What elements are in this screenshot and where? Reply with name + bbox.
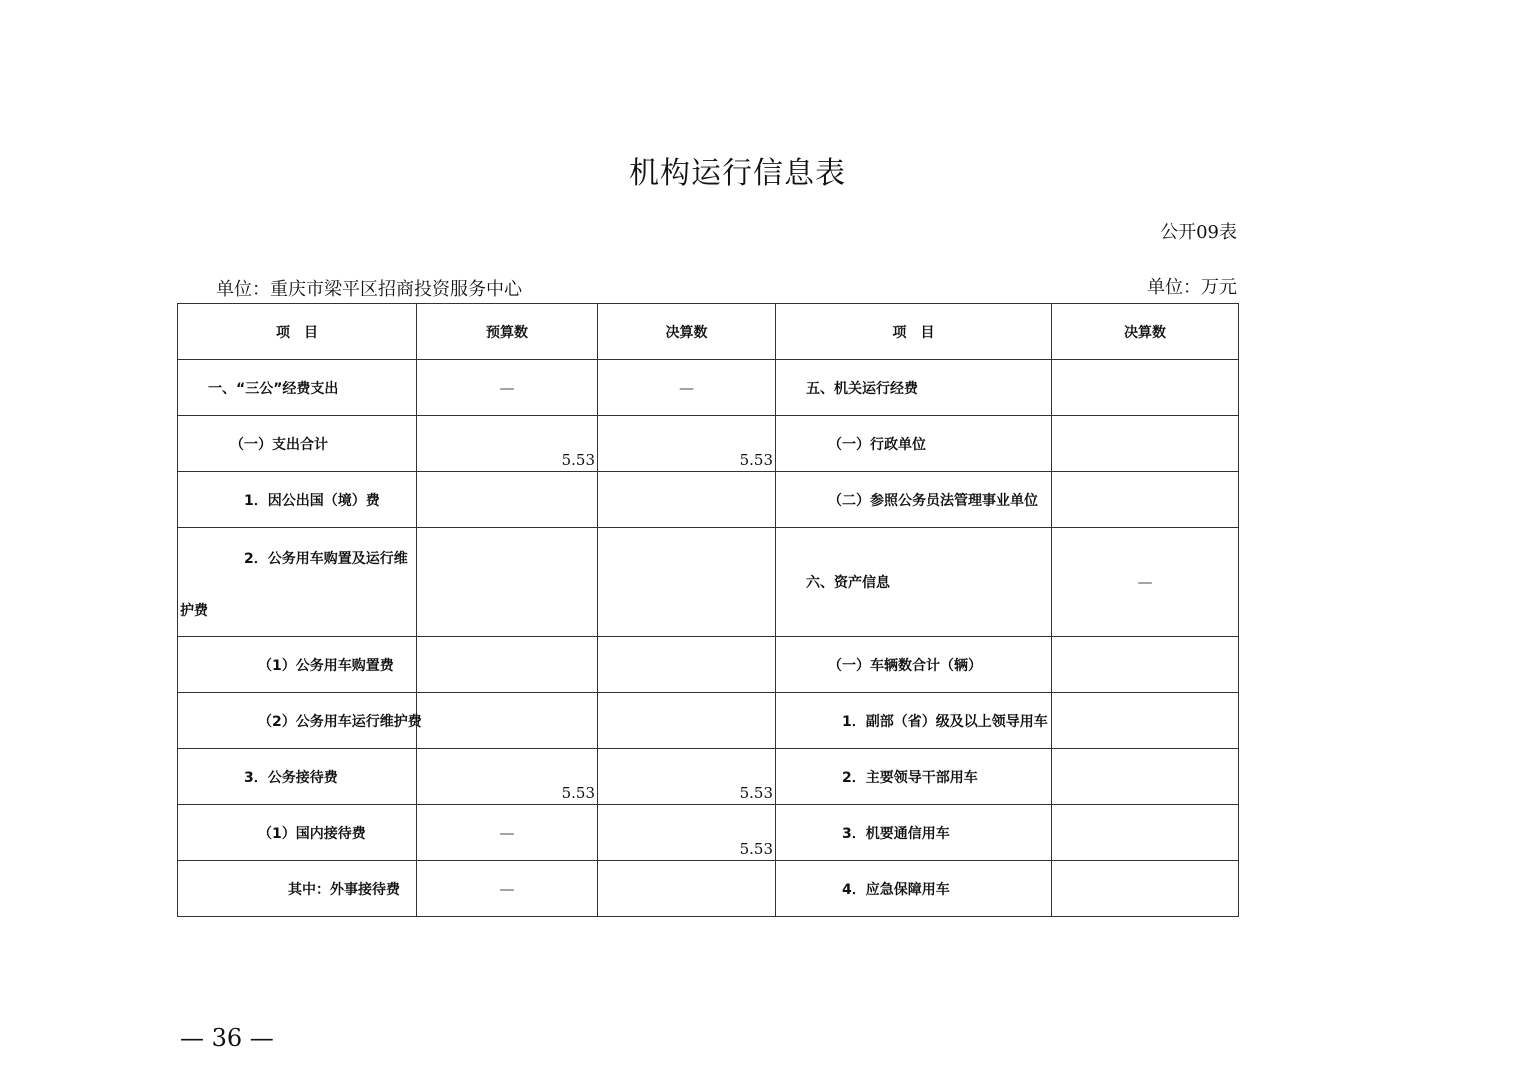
right-final-cell xyxy=(1052,693,1239,749)
final-cell xyxy=(598,749,776,805)
table-row xyxy=(178,805,1239,861)
table-row xyxy=(178,360,1239,416)
budget-cell xyxy=(417,528,598,637)
right-label: （一）行政单位 xyxy=(776,416,1052,472)
budget-cell xyxy=(417,472,598,528)
form-number: 公开09表 xyxy=(1160,222,1237,243)
page-title: 机构运行信息表 xyxy=(629,156,846,191)
row-label: 3．公务接待费 xyxy=(178,749,417,805)
row-label: 一、“三公”经费支出 xyxy=(178,360,417,416)
right-label: 六、资产信息 xyxy=(776,528,1052,637)
final-cell xyxy=(598,472,776,528)
final-cell xyxy=(598,528,776,637)
header-item-right: 项 目 xyxy=(776,304,1052,360)
header-final-left: 决算数 xyxy=(598,304,776,360)
row-label: 1．因公出国（境）费 xyxy=(178,472,417,528)
right-label: 3．机要通信用车 xyxy=(776,805,1052,861)
budget-cell xyxy=(417,637,598,693)
right-final-cell xyxy=(1052,749,1239,805)
final-cell xyxy=(598,693,776,749)
row-label: （一）支出合计 xyxy=(178,416,417,472)
budget-value: 5.53 xyxy=(561,784,595,802)
page-number: — 36 — xyxy=(180,1024,274,1052)
right-label: 五、机关运行经费 xyxy=(776,360,1052,416)
budget-cell xyxy=(417,749,598,805)
table-row xyxy=(178,528,1239,637)
unit-currency: 单位：万元 xyxy=(1147,277,1237,298)
row-label: （1）国内接待费 xyxy=(178,805,417,861)
final-cell xyxy=(598,805,776,861)
final-value: 5.53 xyxy=(739,840,773,858)
table-row xyxy=(178,472,1239,528)
header-budget: 预算数 xyxy=(417,304,598,360)
table-row xyxy=(178,416,1239,472)
right-final-cell xyxy=(1052,805,1239,861)
unit-organization: 单位：重庆市梁平区招商投资服务中心 xyxy=(216,279,522,300)
budget-value: 5.53 xyxy=(561,451,595,469)
header-item-left: 项 目 xyxy=(178,304,417,360)
right-final-cell xyxy=(1052,472,1239,528)
final-cell xyxy=(598,637,776,693)
budget-cell: — xyxy=(417,360,598,416)
right-final-cell xyxy=(1052,637,1239,693)
right-label: 2．主要领导干部用车 xyxy=(776,749,1052,805)
row-label-cell xyxy=(178,528,417,637)
right-final-cell xyxy=(1052,416,1239,472)
budget-cell xyxy=(417,416,598,472)
table-row xyxy=(178,749,1239,805)
header-row xyxy=(178,304,1239,360)
budget-cell: — xyxy=(417,861,598,917)
final-cell: — xyxy=(598,360,776,416)
right-label: 4．应急保障用车 xyxy=(776,861,1052,917)
row-label: （1）公务用车购置费 xyxy=(178,637,417,693)
right-label: （一）车辆数合计（辆） xyxy=(776,637,1052,693)
final-cell xyxy=(598,416,776,472)
table-row xyxy=(178,637,1239,693)
row-label-line1: 2．公务用车购置及运行维 xyxy=(244,551,408,567)
table-row xyxy=(178,693,1239,749)
right-final-cell: — xyxy=(1052,528,1239,637)
budget-cell: — xyxy=(417,805,598,861)
row-label: 其中：外事接待费 xyxy=(178,861,417,917)
right-label: （二）参照公务员法管理事业单位 xyxy=(776,472,1052,528)
row-label-line2: 护费 xyxy=(180,603,208,619)
final-value: 5.53 xyxy=(739,784,773,802)
budget-cell xyxy=(417,693,598,749)
final-value: 5.53 xyxy=(739,451,773,469)
row-label: （2）公务用车运行维护费 xyxy=(178,693,417,749)
table-row xyxy=(178,861,1239,917)
right-label: 1．副部（省）级及以上领导用车 xyxy=(776,693,1052,749)
info-table xyxy=(177,303,1239,917)
final-cell xyxy=(598,861,776,917)
right-final-cell xyxy=(1052,360,1239,416)
header-final-right: 决算数 xyxy=(1052,304,1239,360)
right-final-cell xyxy=(1052,861,1239,917)
